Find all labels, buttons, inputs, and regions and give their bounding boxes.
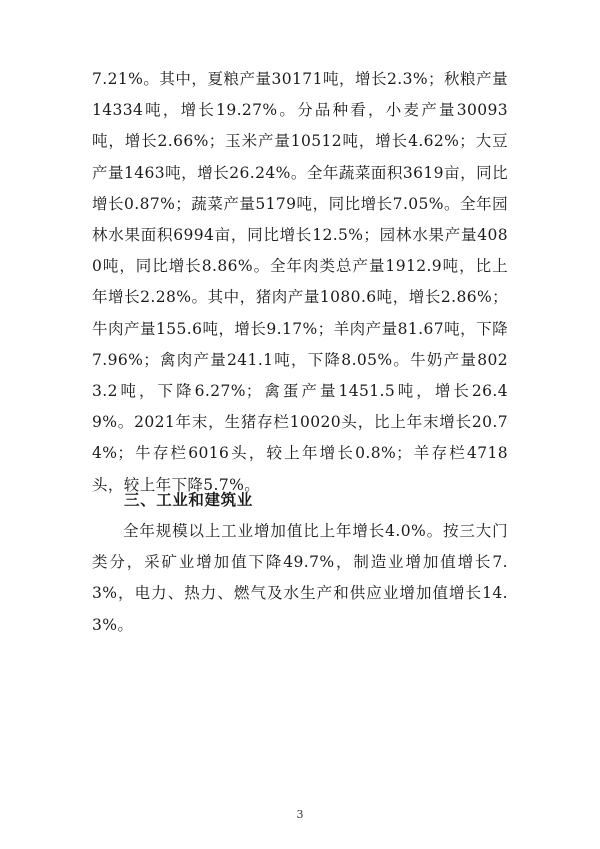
agriculture-paragraph: 7.21%。其中，夏粮产量30171吨，增长2.3%；秋粮产量14334吨，增长19.27%。分品种看，小麦产量30093吨，增长2.66%；玉米产量10512吨，增长4.62%；大豆产量1463吨，增长26.24%。全年蔬菜面积3619亩，同比增长0.87%；蔬菜产量5179吨，同比增长7.05%。全年园林水果面积6994亩，同比增长12.5%；园林水果产量4080吨，同比增长8.86%。全年肉类总产量1912.9吨，比上年增长2.28%。其中，猪肉产量1080.6吨，增长2.86%；牛肉产量155.6吨，增长9.17%；羊肉产量81.67吨，下降7.96%；禽肉产量241.1吨，下降8.05%。牛奶产量8023.2吨，下降6.27%；禽蛋产量1451.5吨，增长26.49%。2021年末，生猪存栏10020头，比上年末增长20.74%；牛存栏6016头，较上年增长0.8%；羊存栏4718头，较上年下降5.7%。 xyxy=(92,70,508,494)
page-number: 3 xyxy=(296,808,304,821)
industry-paragraph: 全年规模以上工业增加值比上年增长4.0%。按三大门类分，采矿业增加值下降49.7%，制造业增加值增长7.3%，电力、热力、燃气及水生产和供应业增加值增长14.3%。 xyxy=(92,522,508,634)
section-heading-industry: 三、工业和建筑业 xyxy=(124,491,253,509)
